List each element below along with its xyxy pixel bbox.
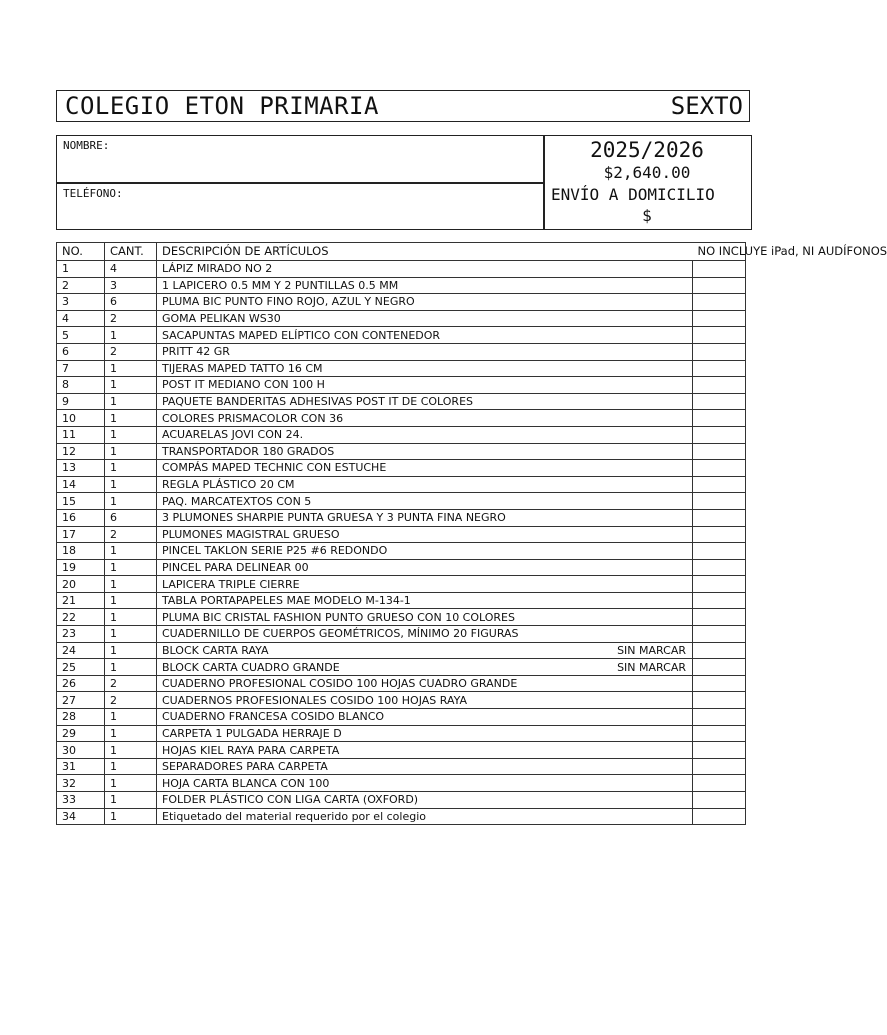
row-quantity: 2 (105, 310, 157, 327)
row-description: LÁPIZ MIRADO NO 2 (162, 262, 273, 276)
row-description-cell (157, 509, 693, 526)
row-number: 17 (57, 526, 105, 543)
table-row (57, 294, 746, 311)
row-check-cell (693, 261, 746, 278)
row-number: 34 (57, 808, 105, 825)
row-description-cell (157, 277, 693, 294)
row-number: 25 (57, 659, 105, 676)
row-description: PLUMONES MAGISTRAL GRUESO (162, 527, 340, 541)
row-description: COMPÁS MAPED TECHNIC CON ESTUCHE (162, 461, 387, 475)
row-check-cell (693, 277, 746, 294)
row-description-cell (157, 742, 693, 759)
row-description: BLOCK CARTA CUADRO GRANDE (162, 660, 340, 674)
row-check-cell (693, 343, 746, 360)
row-quantity: 1 (105, 626, 157, 643)
row-check-cell (693, 742, 746, 759)
row-quantity: 6 (105, 294, 157, 311)
row-description: LAPICERA TRIPLE CIERRE (162, 577, 300, 591)
row-description: BLOCK CARTA RAYA (162, 643, 269, 657)
row-description: PRITT 42 GR (162, 345, 230, 359)
row-quantity: 1 (105, 493, 157, 510)
row-description-cell (157, 642, 693, 659)
row-quantity: 1 (105, 709, 157, 726)
row-description-cell (157, 576, 693, 593)
row-check-cell (693, 709, 746, 726)
row-number: 10 (57, 410, 105, 427)
row-description: SEPARADORES PARA CARPETA (162, 760, 328, 774)
row-number: 22 (57, 609, 105, 626)
row-check-cell (693, 808, 746, 825)
table-row (57, 509, 746, 526)
table-row (57, 410, 746, 427)
table-row (57, 742, 746, 759)
row-description: TRANSPORTADOR 180 GRADOS (162, 444, 335, 458)
row-check-cell (693, 626, 746, 643)
row-number: 31 (57, 758, 105, 775)
row-description: PAQ. MARCATEXTOS CON 5 (162, 494, 312, 508)
shipping-amount: $ (642, 206, 652, 225)
row-description: FOLDER PLÁSTICO CON LIGA CARTA (OXFORD) (162, 793, 419, 807)
row-quantity: 2 (105, 692, 157, 709)
row-description-cell (157, 526, 693, 543)
row-check-cell (693, 642, 746, 659)
row-quantity: 1 (105, 742, 157, 759)
table-row (57, 659, 746, 676)
row-description: REGLA PLÁSTICO 20 CM (162, 478, 295, 492)
row-quantity: 1 (105, 642, 157, 659)
row-number: 26 (57, 675, 105, 692)
row-number: 28 (57, 709, 105, 726)
row-quantity: 1 (105, 559, 157, 576)
row-description: PLUMA BIC PUNTO FINO ROJO, AZUL Y NEGRO (162, 295, 415, 309)
row-description: HOJAS KIEL RAYA PARA CARPETA (162, 743, 340, 757)
row-description: POST IT MEDIANO CON 100 H (162, 378, 325, 392)
row-number: 33 (57, 792, 105, 809)
table-body (57, 261, 746, 825)
row-check-cell (693, 775, 746, 792)
table-row (57, 576, 746, 593)
row-check-cell (693, 509, 746, 526)
student-info-box (56, 135, 752, 230)
row-quantity: 1 (105, 426, 157, 443)
grade-label: SEXTO (670, 92, 743, 120)
table-row (57, 343, 746, 360)
row-description-cell (157, 393, 693, 410)
table-row (57, 543, 746, 560)
phone-label: TELÉFONO: (63, 187, 123, 200)
row-description-cell (157, 261, 693, 278)
row-number: 23 (57, 626, 105, 643)
row-description: 3 PLUMONES SHARPIE PUNTA GRUESA Y 3 PUNTA FINA NEGRO (162, 511, 506, 525)
info-divider-horizontal (57, 182, 543, 184)
row-description: PLUMA BIC CRISTAL FASHION PUNTO GRUESO CON 10 COLORES (162, 610, 515, 624)
table-row (57, 725, 746, 742)
row-quantity: 1 (105, 609, 157, 626)
table-row (57, 559, 746, 576)
row-description: GOMA PELIKAN WS30 (162, 312, 281, 326)
header-description (157, 243, 693, 261)
row-description-cell (157, 559, 693, 576)
row-description-cell (157, 775, 693, 792)
table-row (57, 758, 746, 775)
row-quantity: 1 (105, 393, 157, 410)
row-check-cell (693, 725, 746, 742)
row-number: 20 (57, 576, 105, 593)
row-quantity: 2 (105, 675, 157, 692)
row-quantity: 1 (105, 592, 157, 609)
row-number: 24 (57, 642, 105, 659)
row-description: PINCEL PARA DELINEAR 00 (162, 560, 309, 574)
row-check-cell (693, 792, 746, 809)
row-number: 9 (57, 393, 105, 410)
row-check-cell (693, 443, 746, 460)
row-quantity: 1 (105, 460, 157, 477)
row-description-cell (157, 443, 693, 460)
row-description-cell (157, 692, 693, 709)
row-description-cell (157, 493, 693, 510)
table-row (57, 626, 746, 643)
row-check-cell (693, 675, 746, 692)
row-description-cell (157, 659, 693, 676)
row-number: 32 (57, 775, 105, 792)
table-row (57, 493, 746, 510)
row-check-cell (693, 609, 746, 626)
price: $2,640.00 (603, 163, 691, 182)
row-description-cell (157, 294, 693, 311)
row-number: 12 (57, 443, 105, 460)
row-description: PAQUETE BANDERITAS ADHESIVAS POST IT DE COLORES (162, 395, 474, 409)
table-row (57, 792, 746, 809)
table-row (57, 277, 746, 294)
table-row (57, 393, 746, 410)
table-row (57, 460, 746, 477)
row-description-cell (157, 709, 693, 726)
row-check-cell (693, 476, 746, 493)
row-description: COLORES PRISMACOLOR CON 36 (162, 411, 344, 425)
table-row (57, 426, 746, 443)
row-number: 5 (57, 327, 105, 344)
row-description: CUADERNILLO DE CUERPOS GEOMÉTRICOS, MÍNIMO 20 FIGURAS (162, 627, 519, 641)
row-check-cell (693, 493, 746, 510)
row-check-cell (693, 410, 746, 427)
row-number: 18 (57, 543, 105, 560)
header-box (56, 90, 750, 122)
row-description: PINCEL TAKLON SERIE P25 #6 REDONDO (162, 544, 388, 558)
row-quantity: 1 (105, 543, 157, 560)
row-number: 13 (57, 460, 105, 477)
row-description-cell (157, 626, 693, 643)
row-description-cell (157, 410, 693, 427)
row-number: 3 (57, 294, 105, 311)
row-description: CUADERNO FRANCESA COSIDO BLANCO (162, 710, 385, 724)
row-quantity: 1 (105, 476, 157, 493)
row-description-cell (157, 327, 693, 344)
row-check-cell (693, 543, 746, 560)
row-quantity: 1 (105, 659, 157, 676)
row-quantity: 1 (105, 725, 157, 742)
row-check-cell (693, 592, 746, 609)
row-description-cell (157, 426, 693, 443)
row-quantity: 1 (105, 808, 157, 825)
row-quantity: 1 (105, 443, 157, 460)
row-description-cell (157, 609, 693, 626)
row-description-cell (157, 476, 693, 493)
row-check-cell (693, 758, 746, 775)
row-description-cell (157, 808, 693, 825)
school-name: COLEGIO ETON PRIMARIA (65, 92, 379, 120)
table-row (57, 642, 746, 659)
row-quantity: 1 (105, 327, 157, 344)
table-row (57, 327, 746, 344)
row-quantity: 1 (105, 360, 157, 377)
row-check-cell (693, 659, 746, 676)
row-check-cell (693, 393, 746, 410)
row-description-cell (157, 543, 693, 560)
row-number: 2 (57, 277, 105, 294)
row-quantity: 1 (105, 775, 157, 792)
table-row (57, 377, 746, 394)
row-check-cell (693, 327, 746, 344)
row-number: 7 (57, 360, 105, 377)
table-row (57, 310, 746, 327)
row-number: 19 (57, 559, 105, 576)
row-quantity: 6 (105, 509, 157, 526)
name-label: NOMBRE: (63, 139, 110, 152)
row-number: 16 (57, 509, 105, 526)
table-row (57, 808, 746, 825)
row-number: 11 (57, 426, 105, 443)
table-row (57, 775, 746, 792)
row-check-cell (693, 526, 746, 543)
header-description-label: DESCRIPCIÓN DE ARTÍCULOS (162, 244, 329, 258)
row-check-cell (693, 360, 746, 377)
table-row (57, 476, 746, 493)
row-number: 15 (57, 493, 105, 510)
row-description: HOJA CARTA BLANCA CON 100 (162, 776, 330, 790)
row-description-cell (157, 675, 693, 692)
row-check-cell (693, 310, 746, 327)
row-number: 8 (57, 377, 105, 394)
row-quantity: 1 (105, 576, 157, 593)
row-number: 1 (57, 261, 105, 278)
table-row (57, 709, 746, 726)
table-row (57, 592, 746, 609)
row-quantity: 1 (105, 410, 157, 427)
row-description: TIJERAS MAPED TATTO 16 CM (162, 361, 323, 375)
row-description: Etiquetado del material requerido por el colegio (162, 809, 426, 823)
row-description: 1 LAPICERO 0.5 MM Y 2 PUNTILLAS 0.5 MM (162, 278, 399, 292)
row-description: CUADERNO PROFESIONAL COSIDO 100 HOJAS CUADRO GRANDE (162, 677, 518, 691)
row-description: CARPETA 1 PULGADA HERRAJE D (162, 726, 342, 740)
row-quantity: 1 (105, 792, 157, 809)
table-header-row (57, 243, 746, 261)
row-quantity: 1 (105, 758, 157, 775)
row-description-cell (157, 725, 693, 742)
row-number: 21 (57, 592, 105, 609)
table-row (57, 261, 746, 278)
row-number: 30 (57, 742, 105, 759)
row-description: SACAPUNTAS MAPED ELÍPTICO CON CONTENEDOR (162, 328, 441, 342)
row-check-cell (693, 460, 746, 477)
row-description: ACUARELAS JOVI CON 24. (162, 428, 304, 442)
row-description-cell (157, 310, 693, 327)
row-description: CUADERNOS PROFESIONALES COSIDO 100 HOJAS RAYA (162, 693, 468, 707)
table-row (57, 675, 746, 692)
table-row (57, 360, 746, 377)
row-description-cell (157, 792, 693, 809)
supplies-table (56, 242, 887, 825)
row-description-cell (157, 460, 693, 477)
table-row (57, 443, 746, 460)
row-note: SIN MARCAR (617, 643, 686, 657)
row-number: 6 (57, 343, 105, 360)
header-no: NO. (57, 243, 105, 261)
row-description-cell (157, 343, 693, 360)
row-number: 29 (57, 725, 105, 742)
row-note: SIN MARCAR (617, 660, 686, 674)
row-description-cell (157, 360, 693, 377)
row-check-cell (693, 559, 746, 576)
header-qty: CANT. (105, 243, 157, 261)
row-quantity: 2 (105, 526, 157, 543)
row-description-cell (157, 377, 693, 394)
row-description: TABLA PORTAPAPELES MAE MODELO M-134-1 (162, 594, 411, 608)
row-number: 4 (57, 310, 105, 327)
table-row (57, 609, 746, 626)
row-number: 27 (57, 692, 105, 709)
row-quantity: 1 (105, 377, 157, 394)
row-description-cell (157, 592, 693, 609)
row-check-cell (693, 426, 746, 443)
row-check-cell (693, 692, 746, 709)
school-year: 2025/2026 (590, 138, 704, 162)
row-number: 14 (57, 476, 105, 493)
row-quantity: 4 (105, 261, 157, 278)
row-quantity: 2 (105, 343, 157, 360)
shipping-label: ENVÍO A DOMICILIO (551, 185, 715, 204)
row-check-cell (693, 377, 746, 394)
row-quantity: 3 (105, 277, 157, 294)
table-row (57, 526, 746, 543)
table-row (57, 692, 746, 709)
row-check-cell (693, 294, 746, 311)
row-check-cell (693, 576, 746, 593)
header-note: NO INCLUYE iPad, NI AUDÍFONOS (693, 243, 746, 261)
row-description-cell (157, 758, 693, 775)
